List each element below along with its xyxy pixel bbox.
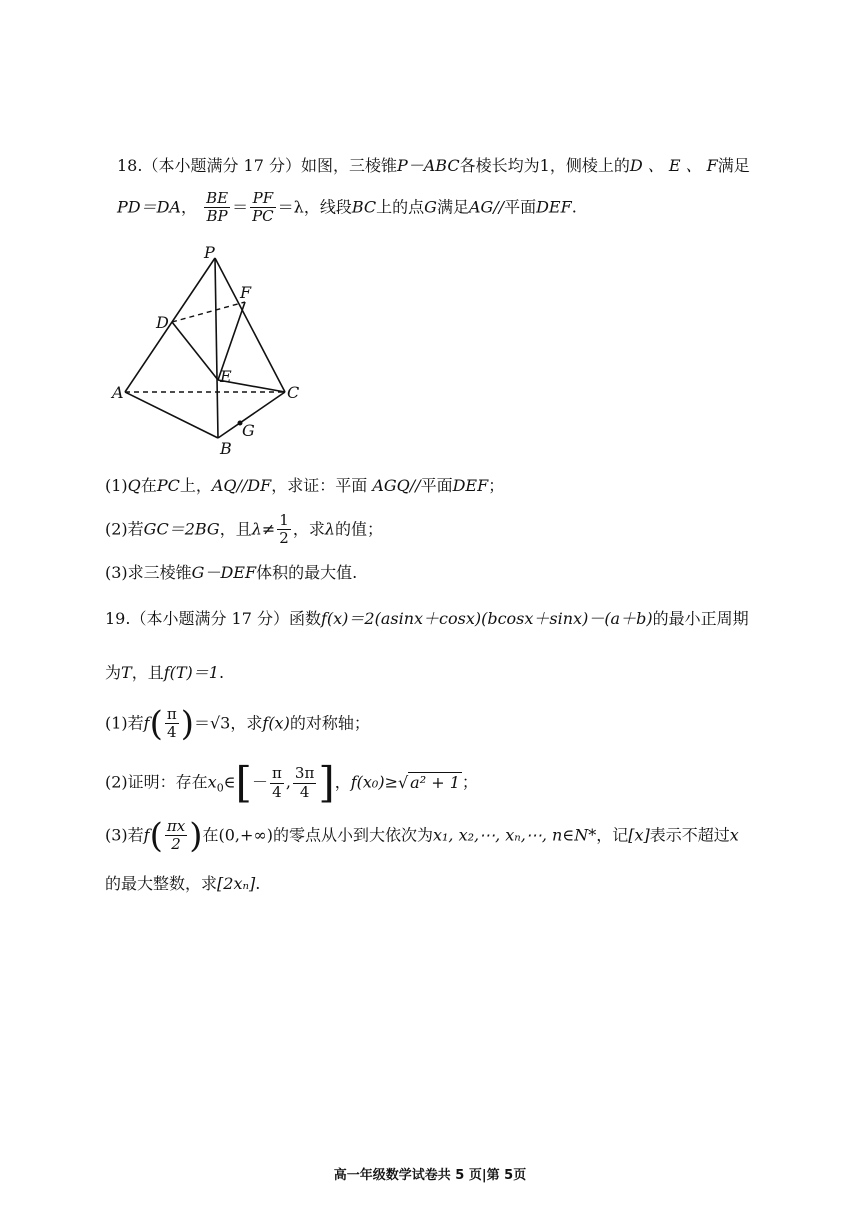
q18-g: G <box>424 197 437 217</box>
q18-ag-par: AG// <box>468 197 505 217</box>
q19-line1: 19.（本小题满分 17 分）函数f(x)＝2(asinx＋cosx)(bcosx＋sinx)－(a＋b)的最小正周期 <box>105 609 749 628</box>
q18-one: 1 <box>539 156 550 175</box>
q19-p1-frac: $\frac{\pi}{4}$ <box>166 705 177 742</box>
edge-ab <box>125 392 218 438</box>
label-p: P <box>204 243 215 262</box>
q19-p2-frac1: $\frac{\pi}{4}$ <box>271 764 282 801</box>
q18-period: . <box>571 197 577 217</box>
q18-satisfy2: 满足 <box>436 197 469 217</box>
label-c: C <box>287 383 300 402</box>
q18-frac-pf-pc: $\frac{PF}{PC}$ <box>252 189 274 226</box>
q19-p2-sqrt: √ a² + 1 <box>397 772 460 792</box>
q18-seg-text: ，线段 <box>303 197 352 217</box>
segment-de <box>172 322 218 380</box>
q18-edge-text: 各棱长均为 <box>459 156 540 175</box>
q18-line1 <box>117 156 750 175</box>
edge-pb <box>215 258 218 438</box>
label-e: E <box>220 367 232 386</box>
q18-line2: PD＝DA， $\frac{BE}{BP}$ ＝ $\frac{PF}{PC}$ ＝λ，线段BC上的点G满足AG//平面DEF. <box>117 189 577 226</box>
q18-satisfy: 满足 <box>717 156 750 175</box>
q18-frac-be-bp: $\frac{BE}{BP}$ <box>206 189 229 226</box>
q18-eq-lambda: ＝λ <box>277 197 304 217</box>
q18-part2: (2)若GC＝2BG，且λ≠ $\frac{1}{2}$ ，求λ的值； <box>105 511 383 548</box>
q18-plane: 平面 <box>504 197 537 217</box>
q19-part3: (3)若f( $\frac{\pi x}{2}$ )在(0,+∞)的零点从小到大依次为x₁, x₂,⋯, xₙ,⋯, n∈N*，记[x]表示不超过x <box>105 815 739 856</box>
q18-intro: 18.（本小题满分 17 分）如图，三棱锥 <box>117 156 397 175</box>
q18-def: DEF <box>536 197 572 217</box>
q19-part1: (1)若f( $\frac{\pi}{4}$ )＝√3，求f(x)的对称轴； <box>105 703 370 744</box>
label-a: A <box>112 383 124 402</box>
edge-pa <box>125 258 215 392</box>
q19-p2-frac2: $\frac{3\pi}{4}$ <box>294 764 315 801</box>
q19-p3-frac: $\frac{\pi x}{2}$ <box>166 817 186 854</box>
label-b: B <box>220 439 232 458</box>
q18-pd-da: PD＝DA <box>117 197 181 217</box>
q18-lateral-text: ，侧棱上的 <box>549 156 630 175</box>
q18-point-g-text: 上的点 <box>376 197 425 217</box>
label-d: D <box>156 313 169 332</box>
label-f: F <box>240 283 252 302</box>
q18-def-list: D 、 E 、 F <box>629 156 718 175</box>
q18-part2-frac: $\frac{1}{2}$ <box>279 511 289 548</box>
q19-part2: (2)证明：存在$x_0\in[-$ $\frac{\pi}{4}$ , $\frac{3\pi}{4}$ ]，f(x₀)≥√ a² + 1 ； <box>105 758 478 807</box>
pyramid-figure <box>100 240 320 465</box>
q18-part3: (3)求三棱锥G－DEF体积的最大值. <box>105 563 358 582</box>
q18-part1: (1)Q在PC上，AQ//DF，求证：平面 AGQ//平面DEF； <box>105 476 505 495</box>
q18-pabc: P－ABC <box>396 156 460 175</box>
page-footer: 高一年级数学试卷共 5 页|第 5页 <box>333 1168 527 1183</box>
q19-function: f(x)＝2(asinx＋cosx)(bcosx＋sinx)－(a＋b) <box>320 609 653 628</box>
q18-comma: ， <box>180 197 197 217</box>
q19-part3-line2: 的最大整数，求[2xₙ]. <box>105 874 261 893</box>
label-g: G <box>242 421 255 440</box>
q18-bc: BC <box>351 197 377 217</box>
q19-line2: 为T，且f(T)＝1. <box>105 663 225 682</box>
